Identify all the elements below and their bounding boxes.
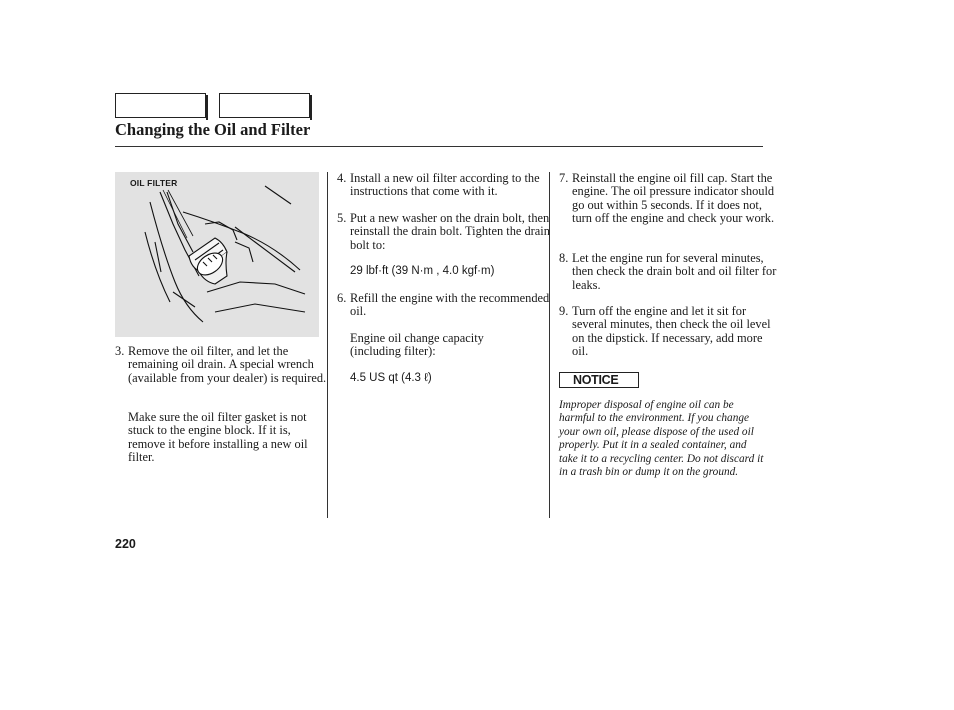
step-5 [337,212,560,252]
step-8 [559,252,778,292]
step-text: Reinstall the engine oil fill cap. Start the engine. The oil pressure indicator should go out within 5 seconds. If it does not, turn off the engine and check your work. [572,171,775,226]
step-9 [559,305,778,359]
step-text: Remove the oil filter, and let the remaining oil drain. A special wrench (available from your dealer) is required. [128,344,327,385]
oil-filter-illustration [115,172,319,337]
page-title: Changing the Oil and Filter [115,120,311,139]
capacity-label: Engine oil change capacity (including filter): [350,331,484,359]
nav-tab-2[interactable] [219,93,310,118]
step-text: Turn off the engine and let it sit for several minutes, then check the oil level on the dipstick. If necessary, add more oil. [572,304,771,359]
title-divider [115,146,763,147]
step-number: 8. [559,251,569,265]
step-7 [559,172,778,226]
step-number: 5. [337,211,347,225]
notice-text: Improper disposal of engine oil can be harmful to the environment. If you change your own oil, please dispose of the used oil properly. Put it in a sealed container, and take it to a recycling center. Do not discard it in a trash bin or dump it on the ground. [559,399,764,479]
notice-label: NOTICE [573,373,619,387]
step-text: Refill the engine with the recommended oil. [350,291,550,319]
step-number: 7. [559,171,569,185]
step-6 [337,292,560,319]
step-text: Install a new oil filter according to the instructions that come with it. [350,171,540,199]
torque-spec: 29 lbf·ft (39 N·m , 4.0 kgf·m) [350,265,495,277]
step-4 [337,172,560,199]
page-number: 220 [115,537,136,551]
step-number: 6. [337,291,347,305]
figure-label: OIL FILTER [130,178,178,188]
step-number: 3. [115,344,125,358]
step-3 [115,345,328,385]
step-number: 4. [337,171,347,185]
notice-badge [559,372,639,388]
step-text: Put a new washer on the drain bolt, then reinstall the drain bolt. Tighten the drain bolt to: [350,211,550,252]
capacity-value: 4.5 US qt (4.3 ℓ) [350,372,432,384]
step-number: 9. [559,304,569,318]
nav-tab-1[interactable] [115,93,206,118]
step-3-note: Make sure the oil filter gasket is not stuck to the engine block. If it is, remove it before installing a new oil filter. [128,410,308,465]
step-text: Let the engine run for several minutes, then check the drain bolt and oil filter for leaks. [572,251,777,292]
engine-drawing [115,172,319,337]
